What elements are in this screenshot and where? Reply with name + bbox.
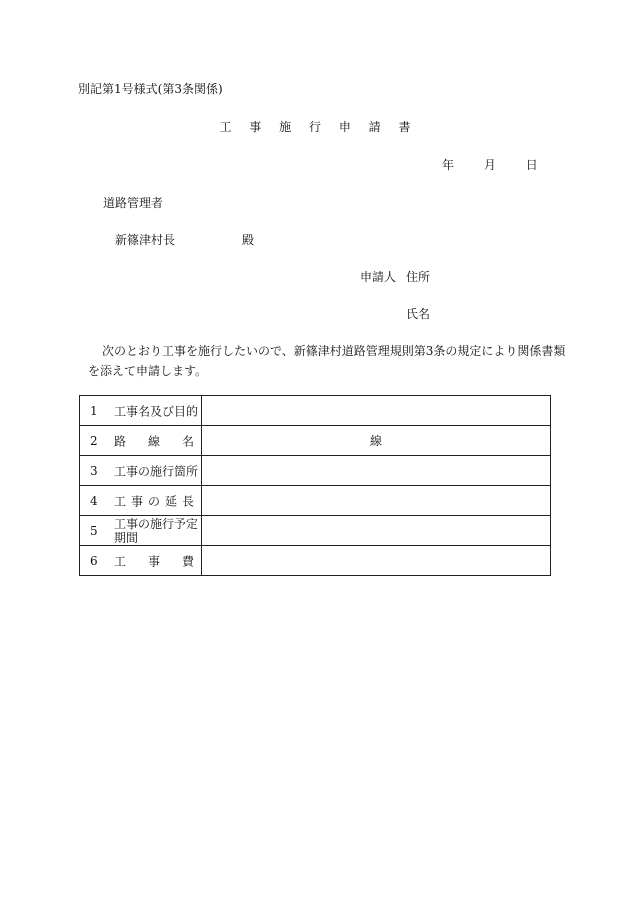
- value-field[interactable]: [202, 516, 551, 546]
- date-line: [442, 156, 538, 173]
- item-label: [114, 492, 194, 509]
- table-row: [80, 546, 551, 576]
- item-number: 4: [90, 493, 98, 508]
- item-cell: [80, 516, 202, 546]
- item-label: 工事の施行箇所: [114, 464, 199, 478]
- item-number: 2: [90, 433, 98, 448]
- item-number: 1: [90, 403, 98, 418]
- label-line: 期間: [114, 530, 139, 545]
- village-head: 新篠津村長: [115, 233, 176, 247]
- label-char: 路: [114, 434, 127, 448]
- item-label: 工事名及び目的: [114, 404, 199, 418]
- table-row: [80, 516, 551, 546]
- label-char: 長: [181, 494, 194, 508]
- name-label: 氏名: [406, 307, 431, 321]
- value-field[interactable]: [202, 396, 551, 426]
- label-char: 延: [164, 494, 177, 508]
- title-char: 申: [338, 120, 351, 134]
- honorific: 殿: [242, 233, 255, 247]
- address-label: 住所: [406, 270, 431, 284]
- date-month-label: 月: [483, 158, 496, 172]
- value-field[interactable]: 線: [202, 426, 551, 456]
- item-cell: [80, 426, 202, 456]
- title-char: 請: [368, 120, 381, 134]
- date-year-label: 年: [442, 158, 455, 172]
- label-char: の: [147, 494, 160, 508]
- body-text: 次のとおり工事を施行したいので、新篠津村道路管理規則第3条の規定により関係書類を添えて申請します。: [88, 344, 566, 378]
- table-row: [80, 456, 551, 486]
- item-label: [114, 432, 194, 449]
- form-reference: 別記第1号様式(第3条関係): [78, 82, 223, 96]
- document-title: [0, 118, 630, 135]
- item-number: 6: [90, 553, 98, 568]
- label-char: 線: [147, 434, 160, 448]
- title-char: 行: [308, 120, 321, 134]
- item-cell: [80, 486, 202, 516]
- item-label: [114, 517, 198, 545]
- item-cell: [80, 546, 202, 576]
- label-char: 費: [181, 554, 194, 568]
- title-char: 書: [398, 120, 411, 134]
- title-char: 施: [279, 120, 292, 134]
- addressee: 道路管理者: [103, 196, 164, 210]
- label-char: 名: [181, 434, 194, 448]
- table-row: [80, 486, 551, 516]
- item-number: 3: [90, 463, 98, 478]
- item-cell: [80, 456, 202, 486]
- label-line: 工事の施行予定: [114, 516, 199, 531]
- label-char: 工: [114, 494, 127, 508]
- item-number: 5: [90, 523, 98, 538]
- value-field[interactable]: [202, 456, 551, 486]
- label-char: 工: [114, 554, 127, 568]
- date-day-label: 日: [525, 158, 538, 172]
- item-label: [114, 552, 194, 569]
- title-char: 工: [219, 120, 232, 134]
- table-row: [80, 396, 551, 426]
- table-row: [80, 426, 551, 456]
- value-field[interactable]: [202, 486, 551, 516]
- label-char: 事: [147, 554, 160, 568]
- value-field[interactable]: [202, 546, 551, 576]
- title-char: 事: [249, 120, 262, 134]
- applicant-label: 申請人: [360, 270, 397, 284]
- application-table: [79, 395, 551, 576]
- label-char: 事: [130, 494, 143, 508]
- item-cell: [80, 396, 202, 426]
